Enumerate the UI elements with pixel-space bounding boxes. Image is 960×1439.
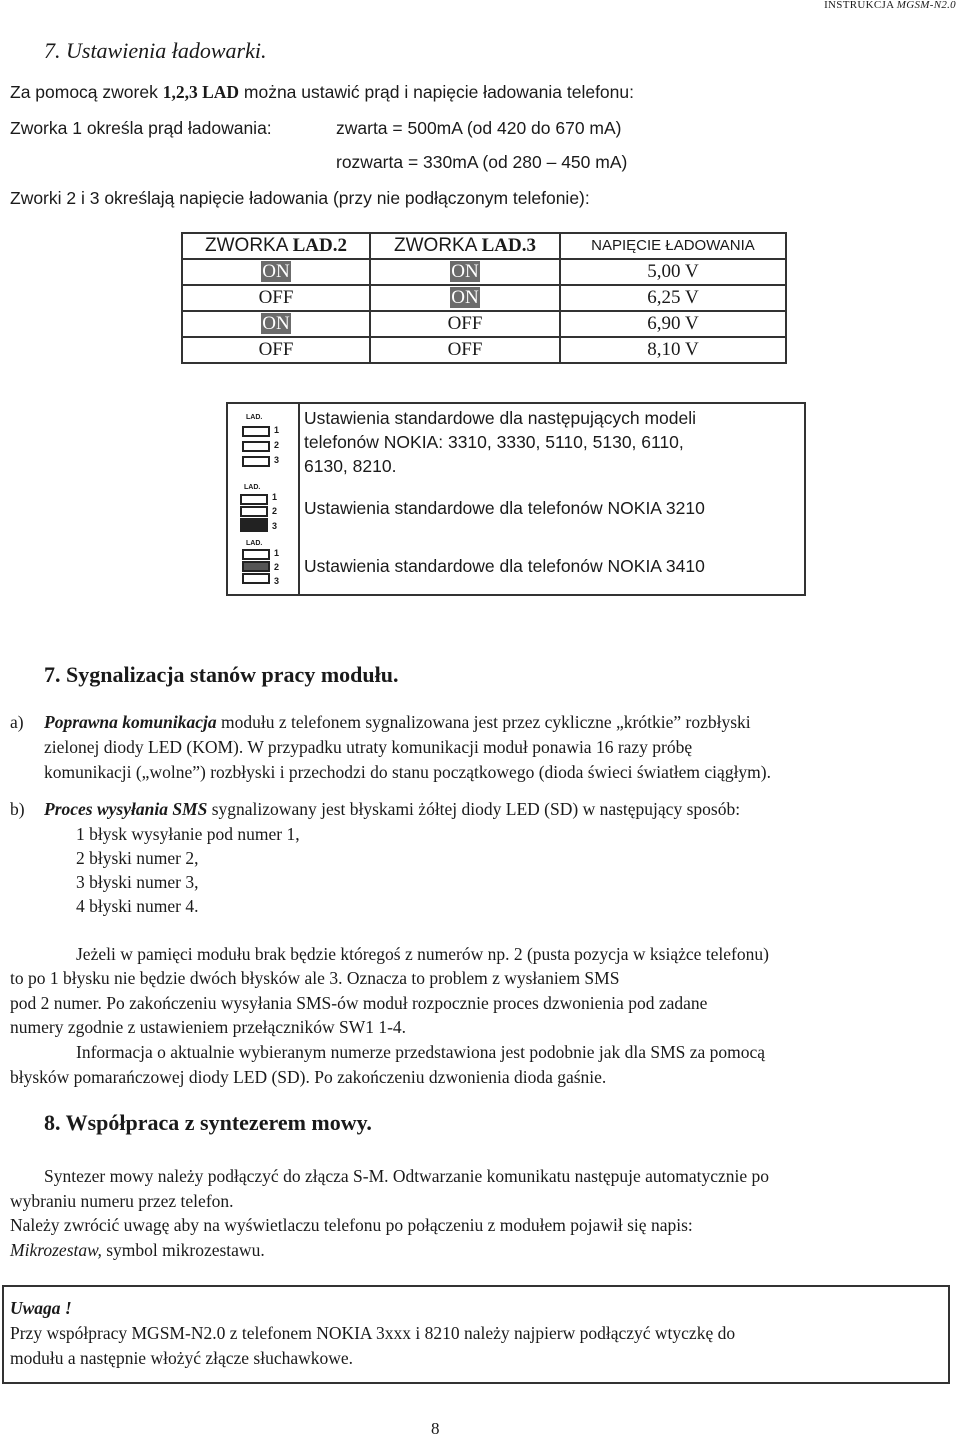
- table-row: OFF ON 6,25 V: [182, 285, 786, 311]
- warning-line1: Przy współpracy MGSM-N2.0 z telefonem NOKIA 3xxx i 8210 należy najpierw podłączyć wtyczkę do: [10, 1323, 736, 1343]
- para2-line2: błysków pomarańczowej diody LED (SD). Po zakończeniu dzwonienia dioda gaśnie.: [10, 1067, 607, 1087]
- list-item: 2 błyski numer 2,: [76, 848, 199, 868]
- synth-line1: Syntezer mowy należy podłączyć do złącza S-M. Odtwarzanie komunikatu następuje automatycznie po: [44, 1166, 770, 1186]
- jumper-diagram-1: LAD. 1 2 3: [242, 414, 292, 466]
- warning-title: Uwaga !: [10, 1298, 72, 1318]
- header-prefix: INSTRUKCJA: [824, 0, 897, 11]
- list-item: 3 błyski numer 3,: [76, 872, 199, 892]
- table-row: ON OFF 6,90 V: [182, 311, 786, 337]
- section-title-charger: 7. Ustawienia ładowarki.: [44, 38, 267, 63]
- jumpers23-label: Zworki 2 i 3 określają napięcie ładowania (przy nie podłączonym telefonie):: [10, 188, 590, 208]
- para2-line1: Informacja o aktualnie wybieranym numerze przedstawiona jest podobnie jak dla SMS za pomocą: [76, 1042, 766, 1062]
- legend-row1-line1: Ustawienia standardowe dla następujących modeli: [304, 408, 697, 428]
- legend-row1-line3: 6130, 8210.: [304, 456, 397, 476]
- legend-row3: Ustawienia standardowe dla telefonów NOKIA 3410: [304, 556, 705, 576]
- para1-line3: pod 2 numer. Po zakończeniu wysyłania SMS-ów moduł rozpocznie proces dzwonienia pod zadane: [10, 993, 708, 1013]
- item-a-line3: komunikacji („wolne”) rozbłyski i przechodzi do stanu początkowego (dioda świeci światłem ciągłym).: [44, 762, 771, 782]
- page-number: 8: [431, 1419, 440, 1438]
- legend-divider: [298, 404, 300, 594]
- jumper1-closed: zwarta = 500mA (od 420 do 670 mA): [336, 118, 622, 138]
- table-row: ON ON 5,00 V: [182, 259, 786, 285]
- para1-line2: to po 1 błysku nie będzie dwóch błysków ale 3. Oznacza to problem z wysłaniem SMS: [10, 968, 620, 988]
- item-a-line2: zielonej diody LED (KOM). W przypadku utraty komunikacji moduł ponawia 16 razy próbę: [44, 737, 693, 757]
- list-item: 1 błysk wysyłanie pod numer 1,: [76, 824, 300, 844]
- jumper-diagram-2: LAD. 1 2 3: [240, 484, 290, 536]
- item-a-line1: Poprawna komunikacja modułu z telefonem sygnalizowana jest przez cykliczne „krótkie” rozbłyski: [44, 712, 751, 732]
- jumper1-label: Zworka 1 określa prąd ładowania:: [10, 118, 272, 138]
- section-title-synthesizer: 8. Współpraca z syntezerem mowy.: [44, 1110, 372, 1135]
- synth-line4: Mikrozestaw, symbol mikrozestawu.: [10, 1240, 265, 1260]
- warning-line2: modułu a następnie włożyć złącze słuchawkowe.: [10, 1348, 354, 1368]
- col-header-lad2: ZWORKA LAD.2: [182, 233, 370, 259]
- item-b-line1: Proces wysyłania SMS sygnalizowany jest błyskami żółtej diody LED (SD) w następujący sposób:: [44, 799, 741, 819]
- synth-line2: wybraniu numeru przez telefon.: [10, 1191, 234, 1211]
- charger-intro: Za pomocą zworek 1,2,3 LAD można ustawić prąd i napięcie ładowania telefonu:: [10, 82, 634, 102]
- page-header: [824, 0, 956, 11]
- para1-line1: Jeżeli w pamięci modułu brak będzie któregoś z numerów np. 2 (pusta pozycja w książce telefonu): [76, 944, 769, 964]
- section-title-signaling: 7. Sygnalizacja stanów pracy modułu.: [44, 662, 399, 687]
- jumper-legend-box: [226, 402, 806, 596]
- legend-row2: Ustawienia standardowe dla telefonów NOKIA 3210: [304, 498, 705, 518]
- legend-row1-line2: telefonów NOKIA: 3310, 3330, 5110, 5130, 6110,: [304, 432, 684, 452]
- table-header-row: [182, 233, 786, 259]
- warning-box: [2, 1285, 950, 1384]
- col-header-voltage: NAPIĘCIE ŁADOWANIA: [560, 233, 786, 259]
- table-row: OFF OFF 8,10 V: [182, 337, 786, 363]
- jumper1-open: rozwarta = 330mA (od 280 – 450 mA): [336, 152, 628, 172]
- list-item: 4 błyski numer 4.: [76, 896, 199, 916]
- header-model: MGSM-N2.0: [896, 0, 956, 11]
- item-b-marker: b): [10, 799, 25, 819]
- jumper-diagram-3: LAD. 1 2 3: [242, 540, 292, 588]
- col-header-lad3: ZWORKA LAD.3: [370, 233, 560, 259]
- item-a-marker: a): [10, 712, 24, 732]
- para1-line4: numery zgodnie z ustawieniem przełączników SW1 1-4.: [10, 1017, 407, 1037]
- lad-voltage-table: [181, 232, 787, 364]
- synth-line3: Należy zwrócić uwagę aby na wyświetlaczu telefonu po połączeniu z modułem pojawił się napis:: [10, 1215, 693, 1235]
